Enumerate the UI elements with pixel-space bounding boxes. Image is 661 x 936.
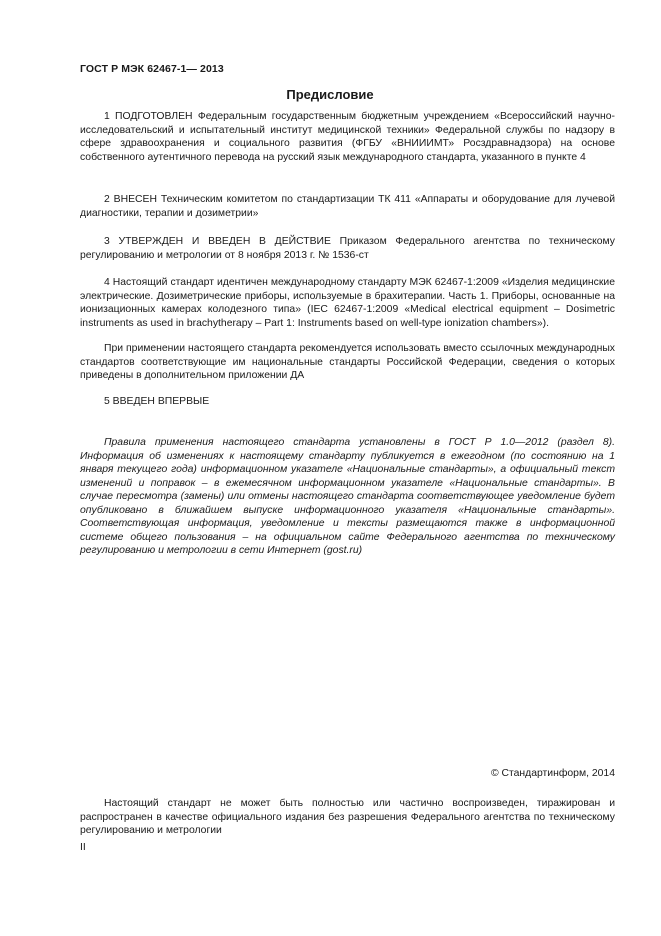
copyright-line: © Стандартинформ, 2014 [490, 768, 615, 779]
preface-item-2: 2 ВНЕСЕН Техническим комитетом по стандартизации ТК 411 «Аппараты и оборудование для лучевой диагностики, терапии и дозиметрии» [80, 194, 615, 219]
usage-notice: Правила применения настоящего стандарта установлены в ГОСТ Р 1.0—2012 (раздел 8). Информация об изменениях к настоящему стандарту публикуется в ежегодном (по состоянию на 1 января текущего года) информационном указателе «Национальные стандарты», а официальный текст изменений и поправок – в ежемесячном информационном указателе «Национальные стандарты». В случае пересмотра (замены) или отмены настоящего стандарта соответствующее уведомление будет опубликовано в ближайшем выпуске информационного указателя «Национальные стандарты». Соответствующая информация, уведомление и тексты размещаются также в информационной системе общего пользования – на официальном сайте Федерального агентства по техническому регулированию и метрологии в сети Интернет (gost.ru) [80, 437, 615, 556]
reproduction-notice: Настоящий стандарт не может быть полностью или частично воспроизведен, тиражирован и распространен в качестве официального издания без разрешения Федерального агентства по техническому регулированию и метрологии [80, 798, 615, 836]
page-number: II [80, 842, 86, 853]
standard-id-header: ГОСТ Р МЭК 62467-1— 2013 [80, 63, 224, 75]
page-title: Предисловие [286, 87, 374, 102]
preface-item-3: 3 УТВЕРЖДЕН И ВВЕДЕН В ДЕЙСТВИЕ Приказом Федерального агентства по техническому регулированию и метрологии от 8 ноября 2013 г. № 1536-ст [80, 236, 615, 261]
preface-item-5: 5 ВВЕДЕН ВПЕРВЫЕ [104, 396, 210, 407]
preface-item-4: 4 Настоящий стандарт идентичен международному стандарту МЭК 62467-1:2009 «Изделия медицинские электрические. Дозиметрические приборы, используемые в брахитерапии. Часть 1. Приборы, основанные на ионизационных камерах колодезного типа» (IEC 62467-1:2009 «Medical electrical equipment – Dosimetric instruments as used in brachytherapy – Part 1: Instruments based on well-type ionization chambers»). [80, 277, 615, 329]
preface-item-4-note: При применении настоящего стандарта рекомендуется использовать вместо ссылочных международных стандартов соответствующие им национальные стандарты Российской Федерации, сведения о которых приведены в дополнительном приложении ДА [80, 343, 615, 381]
preface-item-1: 1 ПОДГОТОВЛЕН Федеральным государственным бюджетным учреждением «Всероссийский научно-исследовательский и испытательный институт медицинской техники» Федеральной службы по надзору в сфере здравоохранения и социального развития (ФГБУ «ВНИИИМТ» Росздравнадзора) на основе собственного аутентичного перевода на русский язык международного стандарта, указанного в пункте 4 [80, 111, 615, 163]
